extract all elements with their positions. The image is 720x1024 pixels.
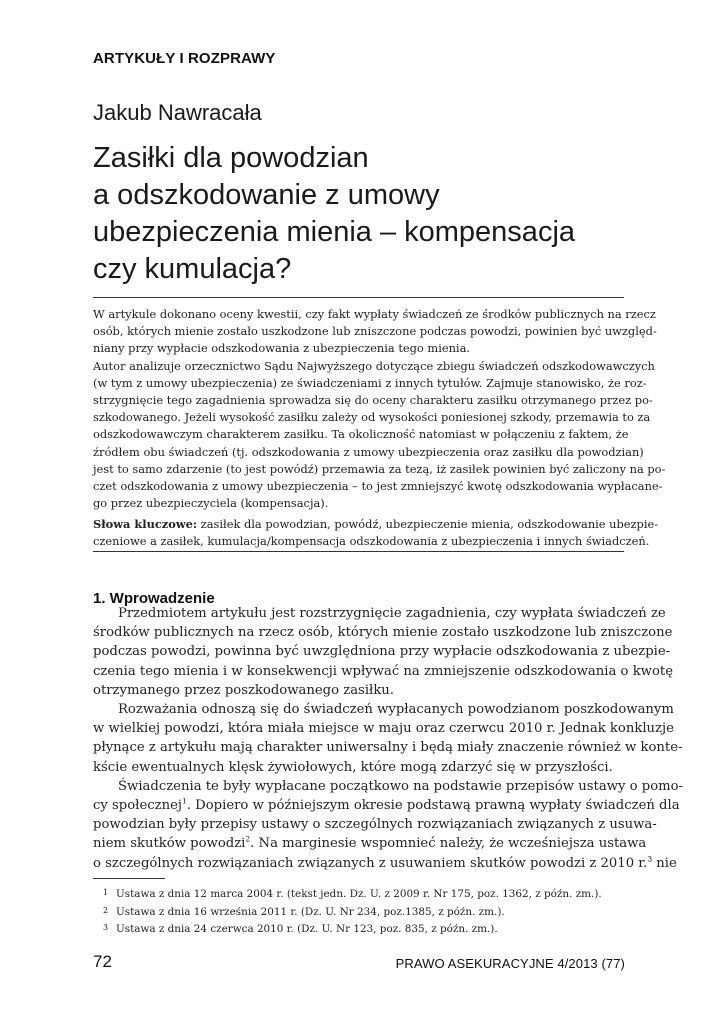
abstract-line: odszkodowawczym charakterem zasiłku. Ta okoliczność natomiast w połączeniu z faktem, że <box>93 427 629 442</box>
abstract <box>93 306 666 512</box>
body-text-span: niem skutków powodzi <box>93 836 246 852</box>
keywords-text: czeniowe a zasiłek, kumulacja/kompensacja odszkodowania z ubezpieczenia i innych świadczeń. <box>93 534 650 549</box>
abstract-line: szkodowanego. Jeżeli wysokość zasiłku zależy od wysokości poniesionej szkody, przemawia to za <box>93 410 651 425</box>
body-line <box>93 796 680 815</box>
footnote-ref[interactable]: 3 <box>647 854 653 864</box>
body-line: Przedmiotem artykułu jest rozstrzygnięcie zagadnienia, czy wypłata świadczeń ze <box>118 606 666 621</box>
body-line: czenia tego mienia i w konsekwencji wpływać na zmniejszenie odszkodowania o kwotę <box>93 663 674 679</box>
footnotes <box>103 885 623 938</box>
footnote-text: Ustawa z dnia 12 marca 2004 r. (tekst jedn. Dz. U. z 2009 r. Nr 175, poz. 1362, z późn. zm.). <box>116 888 602 900</box>
journal-name: PRAWO ASEKURACYJNE 4/2013 (77) <box>395 956 625 971</box>
footnote-rule <box>93 878 165 879</box>
abstract-line: go przez ubezpieczyciela (kompensacja). <box>93 496 329 511</box>
section-label: ARTYKUŁY I ROZPRAWY <box>93 50 276 67</box>
title-line: czy kumulacja? <box>93 253 292 285</box>
body-line <box>93 834 647 853</box>
page-number: 72 <box>93 952 112 971</box>
footnote-text: Ustawa z dnia 24 czerwca 2010 r. (Dz. U. Nr 123, poz. 835, z późn. zm.). <box>116 923 498 935</box>
abstract-line: W artykule dokonano oceny kwestii, czy fakt wypłaty świadczeń ze środków publicznych na rzecz <box>93 307 656 321</box>
title-line: Zasiłki dla powodzian <box>93 142 369 174</box>
keywords-text: zasiłek dla powodzian, powódź, ubezpieczenie mienia, odszkodowanie ubezpie- <box>197 517 659 531</box>
abstract-line: czet odszkodowania z umowy ubezpieczenia – to jest zmniejszyć kwotę odszkodowania wypłacane- <box>93 479 663 494</box>
footnote-ref[interactable]: 1 <box>181 796 187 806</box>
footnote-number: 2 <box>103 905 109 915</box>
title-line: a odszkodowanie z umowy <box>93 179 440 211</box>
body-text-span: . Dopiero w późniejszym okresie podstawą prawną wypłaty świadczeń dla <box>186 798 680 814</box>
footnote-number: 1 <box>103 888 109 897</box>
abstract-line: osób, których mienie zostało uszkodzone lub zniszczone podczas powodzi, powinien być uwzględ- <box>93 324 657 339</box>
body-line <box>93 854 677 873</box>
body-line: w wielkiej powodzi, która miała miejsce w maju oraz czerwcu 2010 r. Jednak konkluzje <box>93 721 674 737</box>
body-text-span: cy społecznej <box>93 798 182 814</box>
footnote-ref[interactable]: 2 <box>245 835 251 845</box>
footnote <box>103 903 623 921</box>
abstract-line: niany przy wypłacie odszkodowania z ubezpieczenia tego mienia. <box>93 341 470 356</box>
body-line: środków publicznych na rzecz osób, których mienie zostało uszkodzone lub zniszczone <box>93 625 673 641</box>
body-text-span: nie <box>652 855 677 871</box>
section-heading: 1. Wprowadzenie <box>93 590 215 607</box>
keywords <box>93 516 659 550</box>
footnote <box>103 885 623 903</box>
abstract-line: źródłem obu świadczeń (tj. odszkodowania z umowy ubezpieczenia oraz zasiłku dla powodzian) <box>93 444 644 459</box>
body-line: podczas powodzi, powinna być uwzględniona przy wypłacie odszkodowania z ubezpie- <box>93 644 671 660</box>
footnote <box>103 920 623 938</box>
title-line: ubezpieczenia mienia – kompensacja <box>93 216 576 248</box>
body-line: otrzymanego przez poszkodowanego zasiłku. <box>93 682 394 698</box>
body-line: Świadczenia te były wypłacane początkowo na podstawie przepisów ustawy o pomo- <box>118 778 684 794</box>
body-line: powodzian były przepisy ustawy o szczególnych rozwiązaniach związanych z usuwa- <box>93 817 657 833</box>
body-line: kście ewentualnych klęsk żywiołowych, które mogą zdarzyć się w przyszłości. <box>93 759 613 775</box>
article-title <box>93 140 633 288</box>
body-line: płynące z artykułu mają charakter uniwersalny i będą miały znaczenie również w konte- <box>93 740 683 756</box>
footnote-text: Ustawa z dnia 16 września 2011 r. (Dz. U. Nr 234, poz.1385, z późn. zm.). <box>116 905 505 918</box>
article-author: Jakub Nawracała <box>93 100 262 125</box>
keywords-label: Słowa kluczowe: <box>93 517 198 531</box>
abstract-line: strzygnięcie tego zagadnienia sprowadza się do oceny charakteru zasiłku otrzymanego przez po- <box>93 393 653 408</box>
abstract-line: jest to samo zdarzenie (to jest powódź) przemawia za tezą, iż zasiłek powinien być zaliczony na po- <box>93 461 666 476</box>
body-text-span: . Na marginesie wspomnieć należy, że wcześniejsza ustawa <box>250 836 647 852</box>
abstract-top-rule <box>93 297 624 298</box>
body-line: Rozważania odnoszą się do świadczeń wypłacanych powodzianom poszkodowanym <box>118 702 674 718</box>
body-text <box>93 604 684 873</box>
abstract-line: Autor analizuje orzecznictwo Sądu Najwyższego dotyczące zbiegu świadczeń odszkodowawczych <box>93 358 655 373</box>
body-text-span: o szczególnych rozwiązaniach związanych z usuwaniem skutków powodzi z 2010 r. <box>93 855 648 871</box>
footnote-number: 3 <box>103 923 109 932</box>
abstract-line: (w tym z umowy ubezpieczenia) ze świadczeniami z innych tytułów. Zajmuje stanowisko, że roz- <box>93 375 647 390</box>
abstract-bottom-rule <box>93 551 624 552</box>
